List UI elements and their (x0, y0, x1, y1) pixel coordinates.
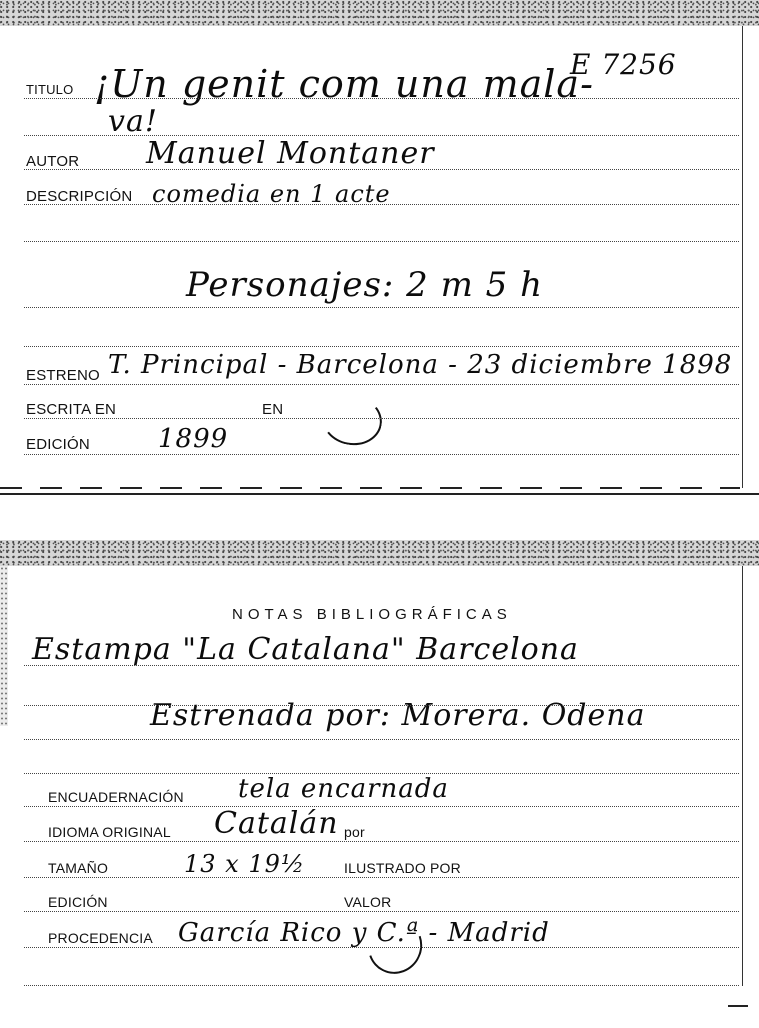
valor-label: VALOR (344, 894, 392, 910)
card2-top-border (0, 540, 759, 566)
por-label: por (344, 824, 365, 840)
edicion2-label: EDICIÓN (48, 894, 108, 910)
encuadernacion-label: ENCUADERNACIÓN (48, 789, 184, 805)
tamano-value: 13 x 19½ (184, 850, 306, 878)
descripcion-value: comedia en 1 acte (152, 180, 391, 208)
notas-rule-3 (24, 738, 739, 740)
card2-bottom-mark (728, 1005, 748, 1007)
en-label: EN (262, 401, 284, 418)
edicion-value: 1899 (158, 424, 229, 454)
cards-divider (0, 493, 759, 495)
descripcion-rule (24, 203, 739, 205)
descripcion-label: DESCRIPCIÓN (26, 188, 133, 205)
encuadernacion-rule (24, 805, 739, 807)
procedencia-label: PROCEDENCIA (48, 930, 153, 946)
blank-rule-2 (24, 306, 739, 308)
estreno-label: ESTRENO (26, 367, 100, 384)
titulo-rule (24, 97, 739, 99)
catalog-number: E 7256 (570, 48, 677, 81)
escrita-en-label: ESCRITA EN (26, 401, 117, 418)
titulo-value-line2: va! (108, 104, 158, 139)
personajes-note: Personajes: 2 m 5 h (186, 265, 544, 305)
blank-rule-final (24, 984, 739, 986)
notas-heading: NOTAS BIBLIOGRÁFICAS (232, 606, 512, 623)
edicion2-rule (24, 910, 739, 912)
encuadernacion-value: tela encarnada (238, 774, 449, 804)
procedencia-value: García Rico y C.ª - Madrid (178, 918, 550, 948)
tamano-rule (24, 876, 739, 878)
procedencia-rule (24, 946, 739, 948)
notas-line2: Estrenada por: Morera. Odena (150, 698, 646, 733)
edicion-label: EDICIÓN (26, 436, 90, 453)
edicion-rule (24, 453, 739, 455)
titulo-label: TITULO (26, 82, 74, 97)
idioma-rule (24, 840, 739, 842)
card1-bottom-dashes (0, 487, 740, 489)
idioma-original-label: IDIOMA ORIGINAL (48, 824, 171, 840)
notas-rule-1 (24, 664, 739, 666)
card1-top-border (0, 0, 759, 26)
titulo-value-line1: ¡Un genit com una mala- (94, 62, 594, 106)
autor-value: Manuel Montaner (146, 136, 435, 171)
notas-rule-2 (24, 704, 739, 706)
estreno-value: T. Principal - Barcelona - 23 diciembre 1898 (108, 350, 733, 380)
notas-line1: Estampa "La Catalana" Barcelona (32, 632, 579, 667)
blank-rule-1 (24, 240, 739, 242)
blank-rule-3 (24, 345, 739, 347)
estreno-rule (24, 383, 739, 385)
escrita-en-rule (24, 417, 739, 419)
ilustrado-por-label: ILUSTRADO POR (344, 860, 461, 876)
autor-label: AUTOR (26, 153, 80, 170)
tamano-label: TAMAÑO (48, 860, 109, 876)
idioma-original-value: Catalán (214, 806, 339, 841)
autor-rule (24, 168, 739, 170)
